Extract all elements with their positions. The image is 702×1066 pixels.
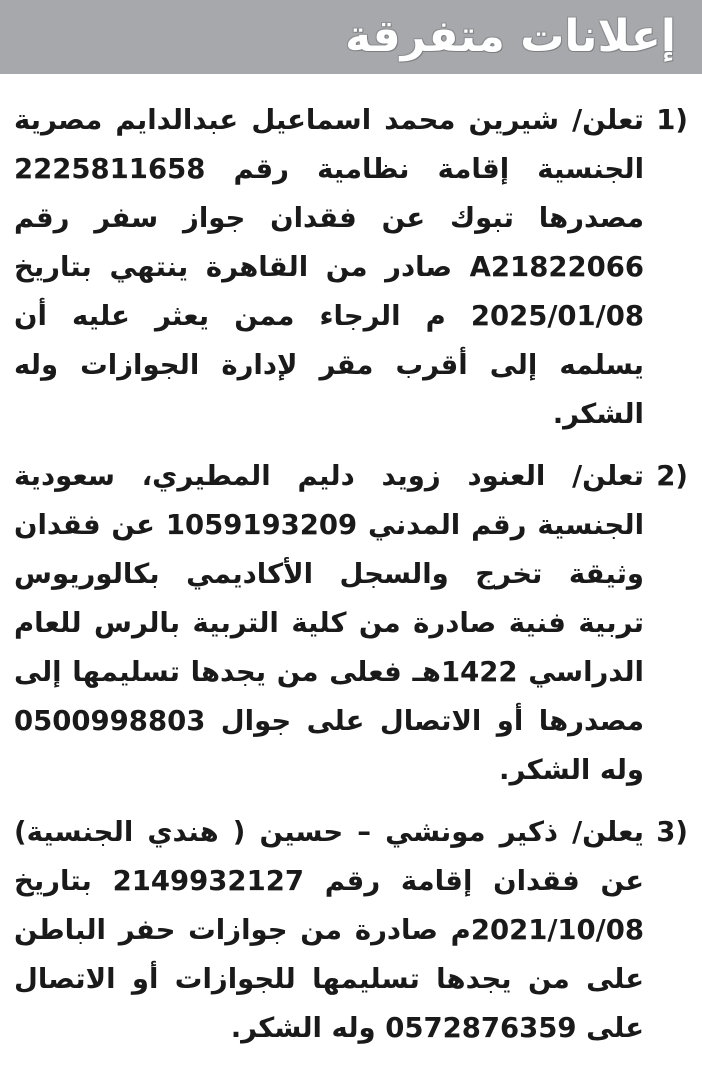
ad-number-3: 3) — [656, 816, 688, 848]
ad-number-1: 1) — [656, 104, 688, 136]
section-header — [0, 0, 702, 74]
ad-text-3: يعلن/ ذكير مونشي – حسين ( هندي الجنسية) عن فقدان إقامة رقم 2149932127 بتاريخ 2021/10/08م صادرة من جوازات حفر الباطن على من يجدها تسليمها للجوازات أو الاتصال على 0572876359 وله الشكر. — [14, 816, 644, 1044]
ad-item-2 — [14, 452, 688, 795]
ad-item-1 — [14, 96, 688, 439]
ad-number-2: 2) — [656, 460, 688, 492]
ad-text-1: تعلن/ شيرين محمد اسماعيل عبدالدايم مصرية الجنسية إقامة نظامية رقم 2225811658 مصدرها تبوك عن فقدان جواز سفر رقم A21822066 صادر من القاهرة ينتهي بتاريخ 2025/01/08 م الرجاء ممن يعثر عليه أن يسلمه إلى أقرب مقر لإدارة الجوازات وله الشكر. — [14, 104, 644, 430]
section-title: إعلانات متفرقة — [345, 11, 676, 62]
ads-list — [14, 96, 688, 1066]
ad-item-3 — [14, 808, 688, 1053]
ad-text-2: تعلن/ العنود زويد دليم المطيري، سعودية الجنسية رقم المدني 1059193209 عن فقدان وثيقة تخرج والسجل الأكاديمي بكالوريوس تربية فنية صادرة من كلية التربية بالرس للعام الدراسي 1422هـ فعلى من يجدها تسليمها إلى مصدرها أو الاتصال على جوال 0500998803 وله الشكر. — [14, 460, 645, 786]
